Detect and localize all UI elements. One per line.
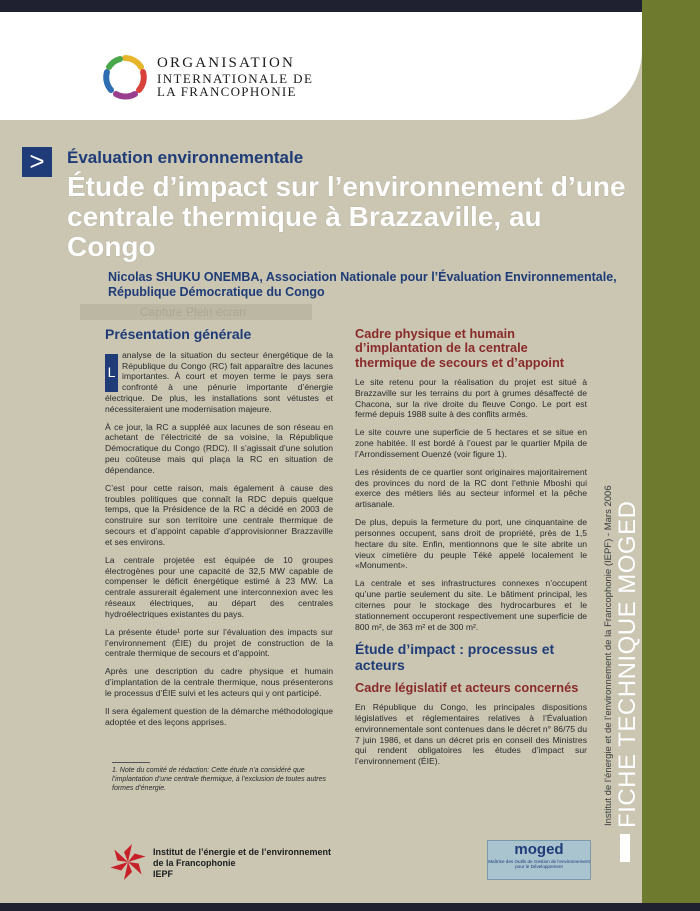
side-band [642, 0, 700, 903]
top-bar [0, 0, 700, 12]
iepf-name [153, 847, 331, 879]
org-line-3: LA FRANCOPHONIE [157, 84, 297, 100]
org-line-1: ORGANISATION [157, 55, 296, 71]
section-kicker: Évaluation environnementale [67, 148, 304, 167]
iepf-line-2: de la Francophonie [153, 857, 236, 868]
article-author: Nicolas SHUKU ONEMBA, Association Nationale pour l’Évaluation Environnementale, République Démocratique du Congo [108, 270, 617, 299]
drop-cap: L [105, 354, 118, 392]
paragraph: À ce jour, la RC a suppléé aux lacunes de son réseau en achetant de l’électricité de sa voisine, la République Démocratique du Congo (RDC). Il s’agissait d’une solution peu coûteuse mais qui plaça la RC en situation de dépendance. [105, 421, 333, 475]
iepf-star-logo [106, 840, 150, 884]
paragraph: Le site couvre une superficie de 5 hectares et se situe en zone habitée. Il est bordé à l’ouest par le quartier Mpila de l’Arrondissement Ouenzé (voir figure 1). [355, 427, 587, 459]
vertical-publisher-text: Institut de l’énergie et de l’environnement de la Francophonie (IEPF) - Mars 2006 [603, 485, 614, 826]
bottom-bar [0, 903, 700, 911]
heading-cadre-legislatif: Cadre législatif et acteurs concernés [355, 679, 579, 695]
francophonie-ring-logo [100, 52, 150, 102]
org-name [157, 56, 313, 99]
side-marker [620, 834, 630, 862]
iepf-line-3: IEPF [153, 868, 174, 879]
paragraph: Les résidents de ce quartier sont originaires majoritairement des provinces du nord de la RC dont l’ethnie Mboshi qui exerce des métiers liés au secteur informel et la pêche artisanale. [355, 466, 587, 510]
heading-etude-impact: Étude d’impact : processus et acteurs [355, 641, 555, 674]
header-panel [0, 12, 642, 120]
article-title: Étude d’impact sur l’environnement d’une centrale thermique à Brazzaville, au Congo [67, 171, 626, 263]
iepf-line-1: Institut de l’énergie et de l’environnement [153, 847, 332, 857]
right-column [355, 327, 587, 774]
footnote: 1. Note du comité de rédaction: Cette étude n’a considéré que l’implantation d’une centrale thermique, à l’exclusion de toutes autres formes d’énergie. [112, 767, 327, 793]
moged-logo [487, 840, 591, 880]
paragraph: La centrale projetée est équipée de 10 groupes électrogènes pour une capacité de 32,5 MW capable de compenser le déficit énergétique estimé à 23 MW. La centrale assurerait également une interconnexion avec les réseaux électriques, au départ des centrales hydroélectriques existantes du pays. [105, 554, 333, 619]
paragraph: Il sera également question de la démarche méthodologique adoptée et des leçons apprises. [105, 705, 333, 727]
paragraph: C’est pour cette raison, mais également à cause des troubles politiques que connaît la RDC depuis quelque temps, que la Présidence de la RC a décidé en 2003 de construire sur son territoire une centrale thermique de secours et d’appoint capable d’approvisionner Brazzaville et ses environs. [105, 482, 333, 547]
chevron-right-icon: > [22, 147, 52, 177]
moged-logo-name: moged [514, 841, 564, 858]
paragraph: Le site retenu pour la réalisation du projet est situé à Brazzaville sur les terrains du port à grumes désaffecté de Chacona, sur la rive droite du fleuve Congo. Le port est fermé depuis 1988 suite à des conflits armés. [355, 376, 587, 420]
vertical-fiche-title: FICHE TECHNIQUE MOGED [614, 500, 641, 828]
paragraph: La présente étude¹ porte sur l’évaluation des impacts sur l’environnement (ÉIE) du projet de construction de la centrale thermique de secours et d’appoint. [105, 626, 333, 659]
org-line-2: INTERNATIONALE DE [157, 70, 314, 86]
paragraph: analyse de la situation du secteur énergétique de la République du Congo (RC) fait apparaître des lacunes importantes. À court et moyen terme le pays sera confronté à une pénurie importante d’énergie électrique. De plus, les installations sont vétustes et nécessiteraient une modernisation majeure. [105, 349, 333, 414]
paragraph: La centrale et ses infrastructures connexes n’occupent qu’une partie seulement du site. Le bâtiment principal, les citernes pour le stockage des hydrocarbures et le stationnement occuperont respectivement une superficie de 800 m², de 363 m² et de 300 m². [355, 578, 587, 632]
heading-cadre-physique: Cadre physique et humain d’implantation de la centrale thermique de secours et d’appoint [355, 326, 565, 370]
left-column [105, 327, 333, 734]
heading-presentation: Présentation générale [105, 326, 252, 342]
capture-overlay-label[interactable]: Capture Plein écran [80, 304, 312, 320]
paragraph: En République du Congo, les principales dispositions législatives et réglementaires relatives à l’Évaluation environnementale sont contenues dans le décret n° 86/75 du 7 juin 1986, et dans un décret pris en conseil des Ministres qui rendent obligatoires les études d’impact sur l’environnement (ÉIE). [355, 702, 587, 767]
footnote-rule [112, 762, 150, 763]
paragraph: Après une description du cadre physique et humain d’implantation de la centrale thermique, nous présenterons le processus d’ÉIE suivi et les acteurs qui y ont participé. [105, 666, 333, 698]
paragraph: De plus, depuis la fermeture du port, une cinquantaine de personnes occupent, sans droit de propriété, près de 1,5 hectare du site. Enfin, mentionnons que le site abrite un vieux cimetière du peuple Téké appelé localement le «Monument». [355, 517, 587, 571]
moged-logo-subtitle: Maîtrise des Outils de Gestion de l’environnement pour le Développement [488, 859, 590, 870]
